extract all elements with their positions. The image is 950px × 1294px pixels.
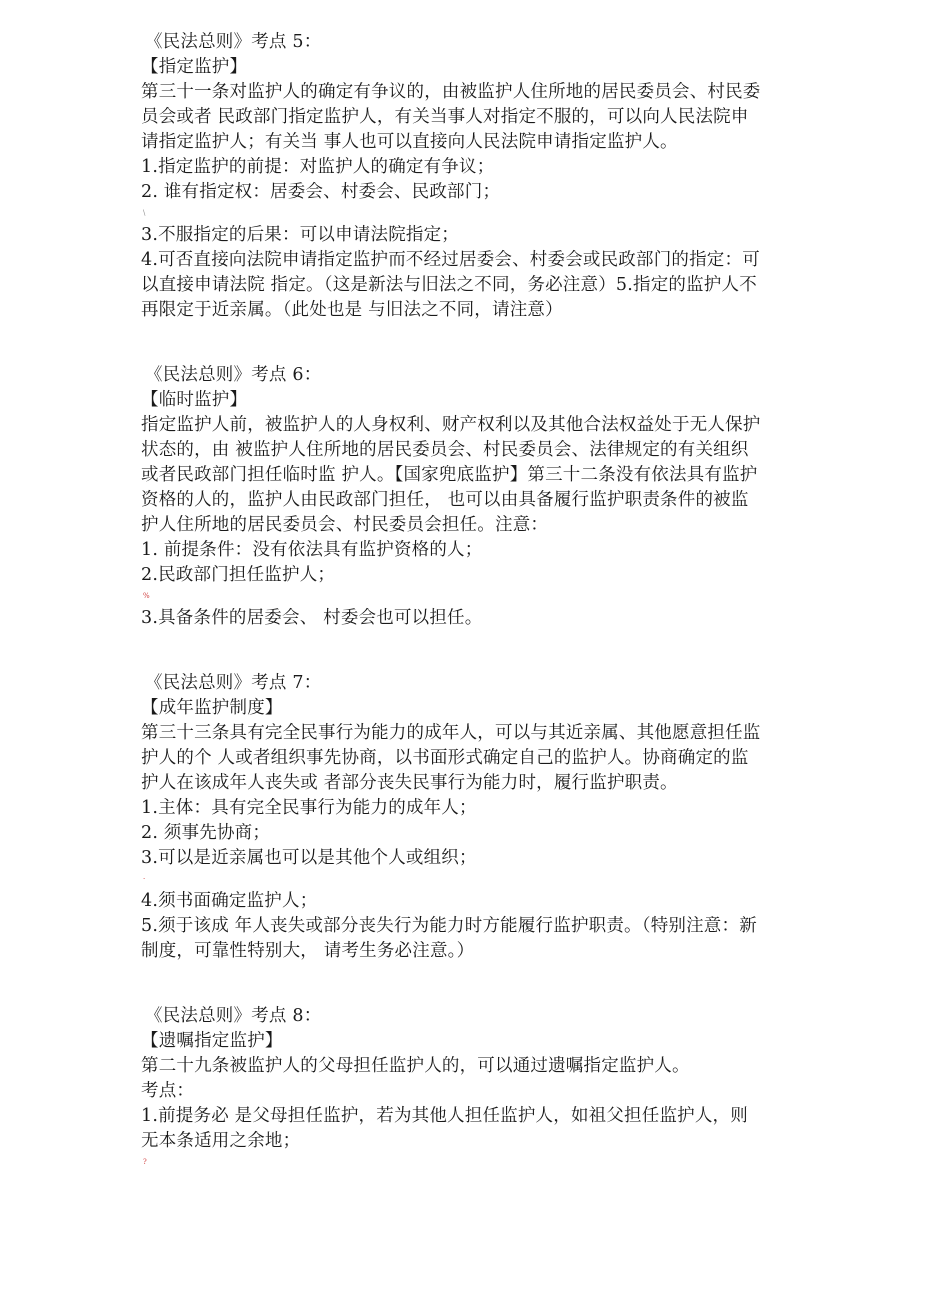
body-line: 再限定于近亲属。（此处也是 与旧法之不同，请注意） — [141, 300, 563, 320]
list-item: 2. 谁有指定权：居委会、村委会、民政部门； — [141, 182, 501, 202]
section-title: 【成年监护制度】 — [141, 698, 283, 718]
stray-mark: · — [143, 875, 146, 883]
body-line: 考点： — [141, 1081, 195, 1101]
body-line: 或者民政部门担任临时监 护人。【国家兜底监护】第三十二条没有依法具有监护 — [141, 465, 758, 485]
page-break-gap — [141, 871, 821, 889]
section-title: 【指定监护】 — [141, 57, 248, 77]
list-item: 2. 须事先协商； — [141, 823, 271, 843]
page-break-gap — [141, 1154, 821, 1172]
list-item: 4.须书面确定监护人； — [141, 891, 318, 911]
document-page — [141, 30, 821, 1186]
body-line: 无本条适用之余地； — [141, 1131, 301, 1151]
section-kaodian-6 — [141, 363, 821, 631]
list-item: 1.指定监护的前提：对监护人的确定有争议； — [141, 157, 495, 177]
body-line: 护人在该成年人丧失或 者部分丧失民事行为能力时，履行监护职责。 — [141, 773, 678, 793]
page-break-gap — [141, 205, 821, 223]
body-line: 第三十一条对监护人的确定有争议的，由被监护人住所地的居民委员会、村民委 — [141, 82, 761, 102]
section-heading: 《民法总则》考点 5： — [145, 32, 322, 52]
body-line: 护人住所地的居民委员会、村民委员会担任。注意： — [141, 515, 549, 535]
list-item: 3.可以是近亲属也可以是其他个人或组织； — [141, 848, 477, 868]
list-item: 2.民政部门担任监护人； — [141, 565, 336, 585]
list-item: 5.须于该成 年人丧失或部分丧失行为能力时方能履行监护职责。（特别注意：新 — [141, 916, 757, 936]
body-line: 第三十三条具有完全民事行为能力的成年人，可以与其近亲属、其他愿意担任监 — [141, 723, 761, 743]
body-line: 请指定监护人；有关当 事人也可以直接向人民法院申请指定监护人。 — [141, 132, 678, 152]
section-heading: 《民法总则》考点 7： — [145, 673, 322, 693]
section-kaodian-5 — [141, 30, 821, 323]
section-heading: 《民法总则》考点 6： — [145, 365, 322, 385]
list-item: 4.可否直接向法院申请指定监护而不经过居委会、村委会或民政部门的指定：可 — [141, 250, 760, 270]
page-break-gap — [141, 588, 821, 606]
section-title: 【临时监护】 — [141, 390, 248, 410]
stray-mark: % — [143, 592, 150, 600]
body-line: 状态的，由 被监护人住所地的居民委员会、村民委员会、法律规定的有关组织 — [141, 440, 749, 460]
body-line: 资格的人的，监护人由民政部门担任， 也可以由具备履行监护职责条件的被监 — [141, 490, 749, 510]
body-line: 员会或者 民政部门指定监护人，有关当事人对指定不服的，可以向人民法院申 — [141, 107, 749, 127]
list-item: 3.不服指定的后果：可以申请法院指定； — [141, 225, 459, 245]
section-kaodian-7 — [141, 671, 821, 964]
body-line: 护人的个 人或者组织事先协商，以书面形式确定自己的监护人。协商确定的监 — [141, 748, 749, 768]
section-gap — [141, 337, 821, 363]
section-gap — [141, 978, 821, 1004]
list-item: 3.具备条件的居委会、 村委会也可以担任。 — [141, 608, 483, 628]
body-line: 制度，可靠性特别大， 请考生务必注意。） — [141, 941, 475, 961]
stray-mark: \ — [143, 209, 146, 217]
body-line: 以直接申请法院 指定。（这是新法与旧法之不同，务必注意）5.指定的监护人不 — [141, 275, 757, 295]
section-title: 【遗嘱指定监护】 — [141, 1031, 283, 1051]
body-line: 指定监护人前，被监护人的人身权利、财产权利以及其他合法权益处于无人保护 — [141, 415, 761, 435]
section-kaodian-8 — [141, 1004, 821, 1172]
list-item: 1. 前提条件：没有依法具有监护资格的人； — [141, 540, 483, 560]
section-gap — [141, 645, 821, 671]
section-heading: 《民法总则》考点 8： — [145, 1006, 322, 1026]
list-item: 1.主体：具有完全民事行为能力的成年人； — [141, 798, 477, 818]
stray-mark: ? — [143, 1158, 147, 1166]
body-line: 第二十九条被监护人的父母担任监护人的，可以通过遗嘱指定监护人。 — [141, 1056, 690, 1076]
list-item: 1.前提务必 是父母担任监护，若为其他人担任监护人，如祖父担任监护人，则 — [141, 1106, 748, 1126]
